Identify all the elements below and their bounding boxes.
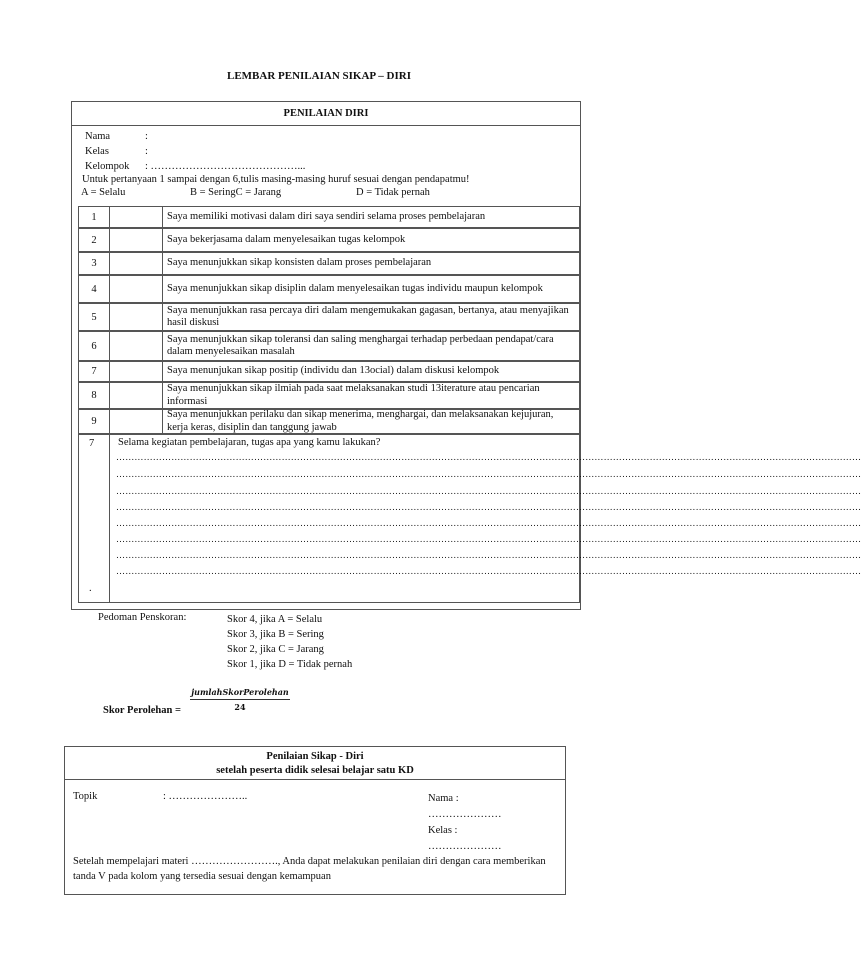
statement-row	[78, 252, 580, 275]
scoring-guide-label: Pedoman Penskoran:	[98, 612, 187, 623]
statement-text: Saya menunjukan sikap positip (individu dan 13ocial) dalam diskusi kelompok	[167, 365, 500, 377]
answer-line[interactable]: ………………………………………………………………………………………………………………………………………………………………………………………………………………………	[116, 502, 861, 512]
answer-cell[interactable]	[109, 383, 163, 408]
page-title: LEMBAR PENILAIAN SIKAP – DIRI	[227, 70, 411, 82]
row-number: 5	[79, 304, 110, 330]
statement-text: Saya memiliki motivasi dalam diri saya sendiri selama proses pembelajaran	[167, 210, 486, 222]
row-number: 3	[79, 253, 110, 274]
reflection-row	[78, 434, 861, 603]
row-number: 7	[79, 362, 110, 381]
row-number: 4	[79, 276, 110, 302]
statement-row	[78, 228, 580, 252]
row-number: 1	[79, 207, 110, 227]
answer-cell[interactable]	[109, 207, 163, 227]
class-field[interactable]: …………………	[428, 841, 502, 852]
row-number: 8	[79, 383, 110, 408]
row-number: 2	[79, 229, 110, 251]
scoring-rule: Skor 4, jika A = Selalu	[227, 614, 323, 625]
statement-row	[78, 275, 580, 303]
statement-text: Saya menunjukkan perilaku dan sikap menerima, menghargai, dan melaksanakan kejujuran, kerja keras, disiplin dan tanggung jawab	[167, 409, 554, 433]
class-label: Kelas :	[428, 825, 458, 836]
statement-text: Saya menunjukkan sikap disiplin dalam menyelesaikan tugas individu maupun kelompok	[167, 282, 543, 294]
scoring-rule: Skor 2, jika C = Jarang	[227, 644, 324, 655]
identity-group[interactable]: Kelompok : ……………………………………...	[85, 161, 306, 172]
form2-heading: Penilaian Sikap - Diri setelah peserta didik selesai belajar satu KD	[65, 747, 565, 780]
answer-cell[interactable]	[109, 229, 163, 251]
formula-numerator: jumlahSkorPerolehan	[190, 687, 290, 700]
statement-row	[78, 361, 580, 382]
statement-text: Saya bekerjasama dalam menyelesaikan tugas kelompok	[167, 233, 406, 245]
option-a: A = Selalu	[81, 187, 126, 198]
formula-denominator: 24	[234, 702, 246, 712]
row-number: 6	[79, 332, 110, 360]
form-heading: PENILAIAN DIRI	[72, 102, 580, 126]
score-result-label: Skor Perolehan =	[103, 705, 181, 716]
answer-line[interactable]: ………………………………………………………………………………………………………………………………………………………………………………………………………………………	[116, 534, 861, 544]
statement-row	[78, 382, 580, 409]
option-d: D = Tidak pernah	[356, 187, 430, 198]
answer-line[interactable]: ………………………………………………………………………………………………………………………………………………………………………………………………………………………	[116, 469, 861, 479]
topic-label: Topik	[73, 791, 98, 802]
statement-row	[78, 331, 580, 361]
score-formula	[190, 687, 290, 712]
reflection-question: Selama kegiatan pembelajaran, tugas apa yang kamu lakukan?	[118, 437, 381, 448]
answer-line[interactable]: ………………………………………………………………………………………………………………………………………………………………………………………………………………………	[116, 518, 861, 528]
option-b-c: B = SeringC = Jarang	[190, 187, 282, 198]
answer-line[interactable]: ………………………………………………………………………………………………………………………………………………………………………………………………………………………	[116, 566, 861, 576]
name-field[interactable]: …………………	[428, 809, 502, 820]
instruction-text: Untuk pertanyaan 1 sampai dengan 6,tulis masing-masing huruf sesuai dengan pendapatmu!	[82, 174, 470, 185]
identity-name[interactable]: Nama :	[85, 131, 148, 142]
answer-cell[interactable]	[109, 362, 163, 381]
row-number: 7 .	[79, 435, 110, 602]
statement-row	[78, 409, 580, 434]
scoring-rule: Skor 3, jika B = Sering	[227, 629, 324, 640]
statement-row	[78, 303, 580, 331]
statement-text: Saya menunjukkan sikap ilmiah pada saat melaksanakan studi 13iterature atau pencarian informasi	[167, 383, 540, 407]
answer-cell[interactable]	[109, 332, 163, 360]
statement-text: Saya menunjukkan sikap toleransi dan saling menghargai terhadap perbedaan pendapat/cara dalam menyelesaikan masalah	[167, 333, 554, 357]
statement-text: Saya menunjukkan rasa percaya diri dalam mengemukakan gagasan, bertanya, atau menyajikan hasil diskusi	[167, 304, 569, 328]
identity-class[interactable]: Kelas :	[85, 146, 148, 157]
statement-row	[78, 206, 580, 228]
answer-line[interactable]: ………………………………………………………………………………………………………………………………………………………………………………………………………………………	[116, 486, 861, 496]
kd-assessment-form	[64, 746, 566, 895]
answer-line[interactable]: ………………………………………………………………………………………………………………………………………………………………………………………………………………………	[116, 550, 861, 560]
statement-text: Saya menunjukkan sikap konsisten dalam proses pembelajaran	[167, 257, 432, 269]
answer-cell[interactable]	[109, 410, 163, 433]
instruction-sentence: Setelah mempelajari materi ……………………., Anda dapat melakukan penilaian diri dengan cara memberikan tanda V pada kolom yang tersedia sesuai dengan kemampuan	[73, 856, 546, 882]
scoring-rule: Skor 1, jika D = Tidak pernah	[227, 659, 353, 670]
name-label: Nama :	[428, 793, 459, 804]
name-class-fields	[428, 791, 502, 855]
answer-cell[interactable]	[109, 276, 163, 302]
identity-fields	[85, 129, 305, 174]
answer-line[interactable]: ………………………………………………………………………………………………………………………………………………………………………………………………………………………	[116, 452, 861, 462]
answer-cell[interactable]	[109, 304, 163, 330]
topic-field[interactable]: : …………………..	[163, 791, 248, 802]
answer-cell[interactable]	[109, 253, 163, 274]
row-number: 9	[79, 410, 110, 433]
